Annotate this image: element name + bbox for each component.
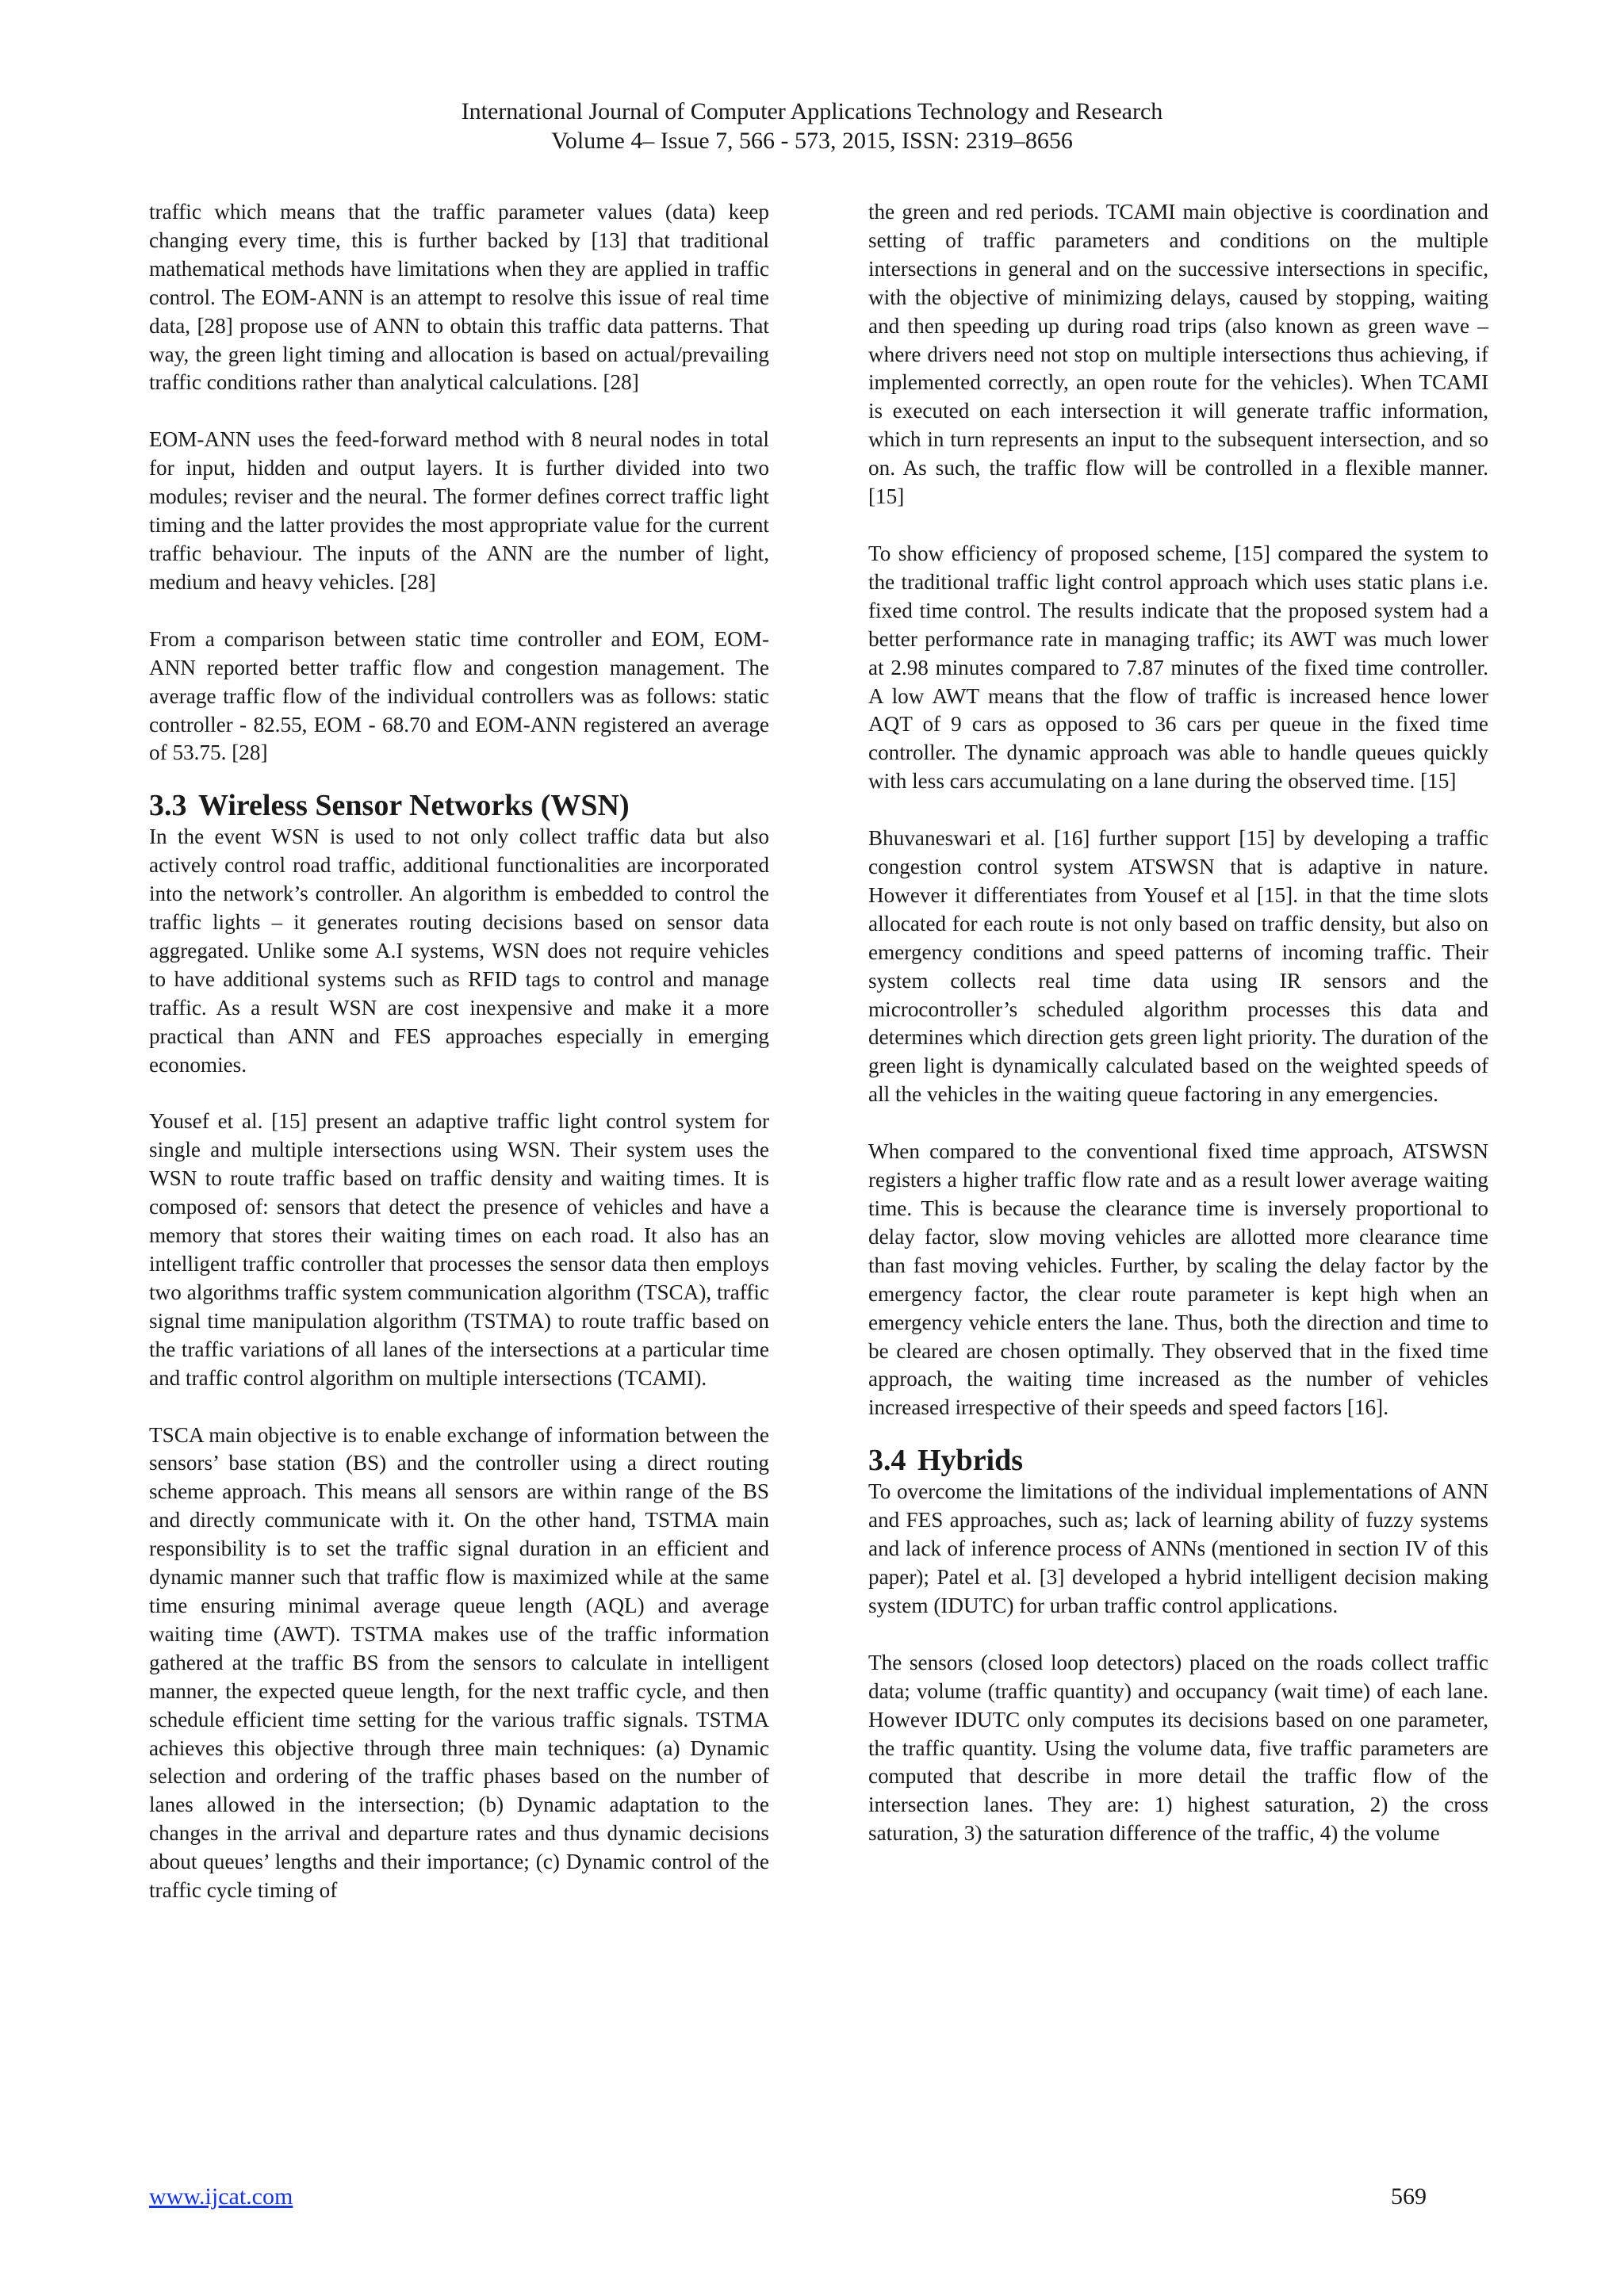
section-title: Hybrids [917,1444,1024,1478]
section-title: Wireless Sensor Networks (WSN) [198,789,630,823]
section-number: 3.4 [868,1444,906,1478]
journal-title: International Journal of Computer Applications Technology and Research [461,98,1163,124]
paragraph: To show efficiency of proposed scheme, [15] compared the system to the traditional traffic light control approach which uses static plans i.e. fixed time control. The results indicate that the proposed system had a better performance rate in managing traffic; its AWT was much lower at 2.98 minutes compared to 7.87 minutes of the fixed time controller. A low AWT means that the flow of traffic is increased hence lower AQT of 9 cars as opposed to 36 cars per queue in the fixed time controller. The dynamic approach was able to handle queues quickly with less cars accumulating on a lane during the observed time. [15] [868,541,1488,794]
paragraph: To overcome the limitations of the individual implementations of ANN and FES approaches, such as; lack of learning ability of fuzzy systems and lack of inference process of ANNs (mentioned in section IV of this paper); Patel et al. [3] developed a hybrid intelligent decision making system (IDUTC) for urban traffic control applications. [868,1479,1488,1617]
paragraph: The sensors (closed loop detectors) placed on the roads collect traffic data; volume (traffic quantity) and occupancy (wait time) of each lane. However IDUTC only computes its decisions based on one parameter, the traffic quantity. Using the volume data, five traffic parameters are computed that describe in more detail the traffic flow of the intersection lanes. They are: 1) highest saturation, 2) the cross saturation, 3) the saturation difference of the traffic, 4) the volume [868,1650,1488,1846]
journal-website-link[interactable]: www.ijcat.com [149,2183,293,2210]
paragraph: EOM-ANN uses the feed-forward method with 8 neural nodes in total for input, hidden and output layers. It is further divided into two modules; reviser and the neural. The former defines correct traffic light timing and the latter provides the most appropriate value for the current traffic behaviour. The inputs of the ANN are the number of light, medium and heavy vehicles. [28] [149,427,769,594]
right-column [868,198,1488,1877]
paragraph: Bhuvaneswari et al. [16] further support [15] by developing a traffic congestion control system ATSWSN that is adaptive in nature. However it differentiates from Yousef et al [15]. in that the time slots allocated for each route is not only based on traffic density, but also on emergency conditions and speed patterns of incoming traffic. Their system collects real time data using IR sensors and the microcontroller’s scheduled algorithm processes this data and determines which direction gets green light priority. The duration of the green light is dynamically calculated based on the weighted speeds of all the vehicles in the waiting queue factoring in any emergencies. [868,826,1488,1107]
paragraph: TSCA main objective is to enable exchange of information between the sensors’ base station (BS) and the controller using a direct routing scheme approach. This means all sensors are within range of the BS and directly communicate with it. On the other hand, TSTMA main responsibility is to set the traffic signal duration in an efficient and dynamic manner such that traffic flow is maximized while at the same time ensuring minimal average queue length (AQL) and average waiting time (AWT). TSTMA makes use of the traffic information gathered at the traffic BS from the sensors to calculate in intelligent manner, the expected queue length, for the next traffic cycle, and then schedule efficient time setting for the various traffic signals. TSTMA achieves this objective through three main techniques: (a) Dynamic selection and ordering of the traffic phases based on the number of lanes allowed in the intersection; (b) Dynamic adaptation to the changes in the arrival and departure rates and thus dynamic decisions about queues’ lengths and their importance; (c) Dynamic control of the traffic cycle timing of [149,1422,769,1903]
page-number: 569 [1391,2183,1427,2210]
section-heading-3-4 [868,1443,1488,1478]
paragraph: traffic which means that the traffic parameter values (data) keep changing every time, this is further backed by [13] that traditional mathematical methods have limitations when they are applied in traffic control. The EOM-ANN is an attempt to resolve this issue of real time data, [28] propose use of ANN to obtain this traffic data patterns. That way, the green light timing and allocation is based on actual/prevailing traffic conditions rather than analytical calculations. [28] [149,200,769,395]
paragraph: In the event WSN is used to not only collect traffic data but also actively control road traffic, additional functionalities are incorporated into the network’s controller. An algorithm is embedded to control the traffic lights – it generates routing decisions based on sensor data aggregated. Unlike some A.I systems, WSN does not require vehicles to have additional systems such as RFID tags to control and manage traffic. As a result WSN are cost inexpensive and make it a more practical than ANN and FES approaches especially in emerging economies. [149,825,769,1077]
paragraph: From a comparison between static time controller and EOM, EOM-ANN reported better traffic flow and congestion management. The average traffic flow of the individual controllers was as follows: static controller - 82.55, EOM - 68.70 and EOM-ANN registered an average of 53.75. [28] [149,626,769,765]
paragraph: Yousef et al. [15] present an adaptive traffic light control system for single and multiple intersections using WSN. Their system uses the WSN to route traffic based on traffic density and waiting times. It is composed of: sensors that detect the presence of vehicles and have a memory that stores their waiting times on each road. It also has an intelligent traffic controller that processes the sensor data then employs two algorithms traffic system communication algorithm (TSCA), traffic signal time manipulation algorithm (TSTMA) to route traffic based on the traffic variations of all lanes of the intersections at a particular time and traffic control algorithm on multiple intersections (TCAMI). [149,1109,769,1390]
paragraph: the green and red periods. TCAMI main objective is coordination and setting of traffic parameters and conditions on the multiple intersections in general and on the successive intersections in specific, with the objective of minimizing delays, caused by stopping, waiting and then speeding up during road trips (also known as green wave – where drivers need not stop on multiple intersections thus achieving, if implemented correctly, an open route for the vehicles). When TCAMI is executed on each intersection it will generate traffic information, which in turn represents an input to the subsequent intersection, and so on. As such, the traffic flow will be controlled in a flexible manner. [15] [868,200,1488,509]
section-heading-3-3 [149,788,769,823]
section-number: 3.3 [149,789,187,823]
left-column [149,198,769,1934]
paragraph: When compared to the conventional fixed time approach, ATSWSN registers a higher traffic flow rate and as a result lower average waiting time. This is because the clearance time is inversely proportional to delay factor, slow moving vehicles are allotted more clearance time than fast moving vehicles. Further, by scaling the delay factor by the emergency factor, the clear route parameter is kept high when an emergency vehicle enters the lane. Thus, both the direction and time to be cleared are chosen optimally. They observed that in the fixed time approach, the waiting time increased as the number of vehicles increased irrespective of their speeds and speed factors [16]. [868,1139,1488,1420]
journal-volume-info: Volume 4– Issue 7, 566 - 573, 2015, ISSN: 2319–8656 [551,128,1073,154]
journal-header [0,97,1624,155]
